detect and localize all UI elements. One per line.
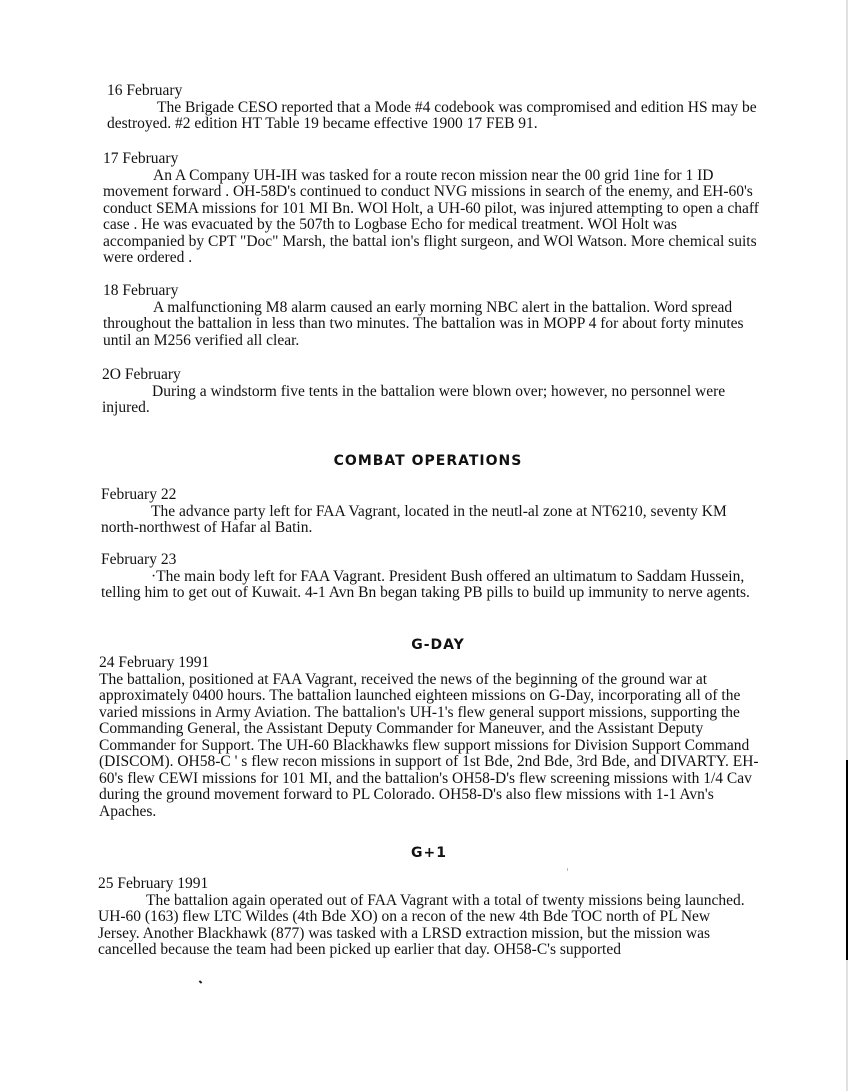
entry-body: The battalion again operated out of FAA Vagrant with a total of twenty missions being launched. UH-60 (163) flew LTC Wildes (4th Bde XO) on a recon of the new 4th Bde TOC north of PL New Jersey. Another Blackhawk (877) was tasked with a LRSD extraction mission, but the mission was cancelled because the team had been picked up earlier that day. OH58-C's supported xyxy=(98,891,745,958)
entry-date: February 23 xyxy=(101,551,177,568)
entry-body: ·The main body left for FAA Vagrant. President Bush offered an ultimatum to Saddam Hussein, telling him to get out of Kuwait. 4-1 Avn Bn began taking PB pills to build up immunity to nerve agents. xyxy=(101,567,750,601)
entry-17-february xyxy=(103,151,761,267)
entry-date: February 22 xyxy=(101,486,177,503)
scan-speck xyxy=(567,868,568,871)
combat-operations-heading: COMBAT OPERATIONS xyxy=(333,453,523,469)
entry-body: The advance party left for FAA Vagrant, located in the neutl-al zone at NT6210, seventy KM north-northwest of Hafar al Batin. xyxy=(101,502,727,536)
entry-february-23 xyxy=(101,552,757,602)
entry-date: 18 February xyxy=(103,282,179,299)
entry-date: 17 February xyxy=(103,150,179,167)
entry-body: An A Company UH-IH was tasked for a route recon mission near the 00 grid 1ine for 1 ID movement forward . OH-58D's continued to conduct NVG missions in search of the enemy, and EH-60's conduct SEMA missions for 101 MI Bn. WOl Holt, a UH-60 pilot, was injured attempting to open a chaff case . He was evacuated by the 507th to Logbase Echo for medical treatment. WOl Holt was accompanied by CPT "Doc" Marsh, the battal ion's flight surgeon, and WOl Watson. More chemical suits were ordered . xyxy=(103,166,759,266)
entry-18-february xyxy=(103,283,753,349)
g-day-heading: G-DAY xyxy=(411,637,465,653)
entry-date: 2O February xyxy=(102,366,181,383)
scan-speck xyxy=(199,980,203,983)
scan-edge-dark xyxy=(846,760,848,960)
entry-20-february xyxy=(102,367,752,417)
entry-g-day xyxy=(99,655,759,820)
entry-february-22 xyxy=(101,487,761,537)
entry-body: The battalion, positioned at FAA Vagrant, received the news of the beginning of the ground war at approximately 0400 hours. The battalion launched eighteen missions on G-Day, incorporating all of the varied missions in Army Aviation. The battalion's UH-1's flew general support missions, supporting the Commanding General, the Assistant Deputy Commander for Maneuver, and the Assistant Deputy Commander for Support. The UH-60 Blackhawks flew support missions for Division Support Command (DISCOM). OH58-C ' s flew recon missions in support of 1st Bde, 2nd Bde, 3rd Bde, and DIVARTY. EH-60's flew CEWI missions for 101 MI, and the battalion's OH58-D's flew screening missions with 1/4 Cav during the ground movement forward to PL Colorado. OH58-D's also flew missions with 1-1 Avn's Apaches. xyxy=(99,670,759,820)
entry-body: The Brigade CESO reported that a Mode #4 codebook was compromised and edition HS may be destroyed. #2 edition HT Table 19 became effective 1900 17 FEB 91. xyxy=(107,98,757,132)
entry-g-plus-1 xyxy=(98,876,750,959)
g-plus-1-heading: G+1 xyxy=(411,845,447,861)
entry-date: 25 February 1991 xyxy=(98,875,209,892)
entry-date: 16 February xyxy=(107,82,183,99)
entry-16-february xyxy=(107,83,757,133)
entry-date: 24 February 1991 xyxy=(99,654,210,671)
entry-body: During a windstorm five tents in the battalion were blown over; however, no personnel were injured. xyxy=(102,382,726,416)
entry-body: A malfunctioning M8 alarm caused an early morning NBC alert in the battalion. Word spread throughout the battalion in less than two minutes. The battalion was in MOPP 4 for about forty minutes until an M256 verified all clear. xyxy=(103,298,744,349)
